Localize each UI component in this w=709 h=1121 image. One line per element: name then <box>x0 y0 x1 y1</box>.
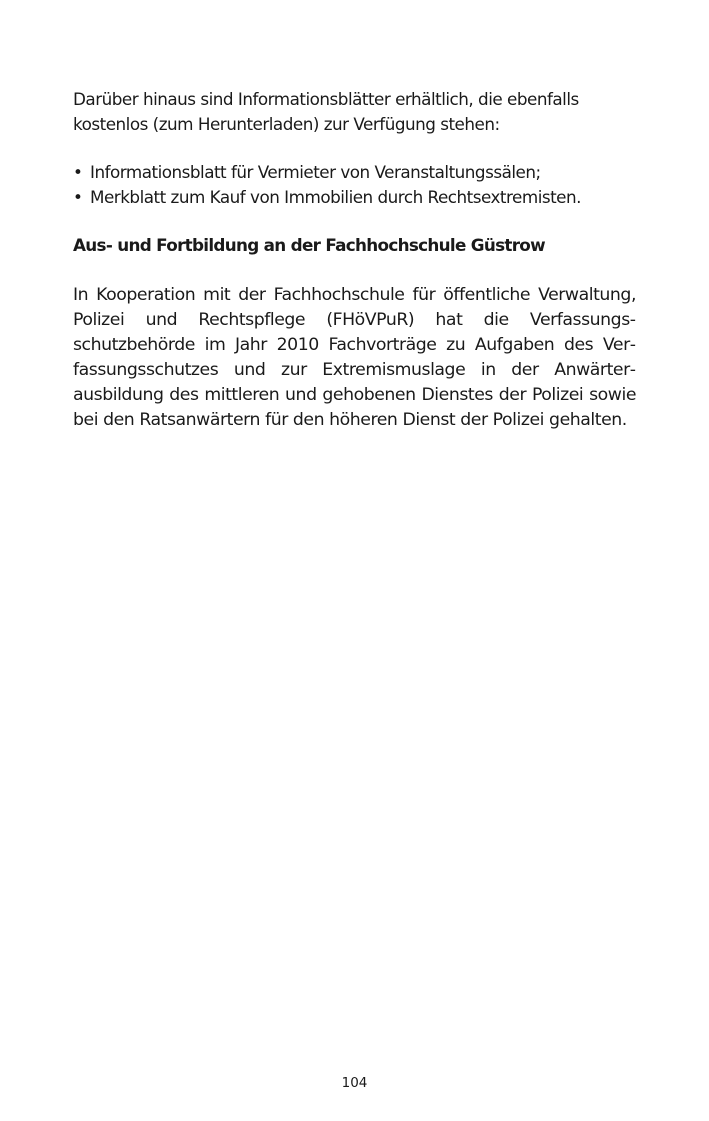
section-heading: Aus- und Fortbildung an der Fachhochschule Güstrow <box>73 235 545 255</box>
bullet-marker: • <box>73 162 83 182</box>
list-item-text: Merkblatt zum Kauf von Immobilien durch Rechtsextremisten. <box>90 187 581 207</box>
intro-paragraph: Darüber hinaus sind Informationsblätter erhältlich, die ebenfalls kostenlos (zum Herunterladen) zur Verfügung stehen: <box>73 89 579 134</box>
list-item-text: Informationsblatt für Vermieter von Veranstaltungssälen; <box>90 162 541 182</box>
bullet-marker: • <box>73 187 83 207</box>
body-paragraph: In Kooperation mit der Fachhochschule für öffentliche Verwaltung, Polizei und Rechtspflege (FHöVPuR) hat die Verfassungsschutzbehörde im Jahr 2010 Fachvorträge zu Aufgaben des Verfassungsschutzes und zur Extremismuslage in der Anwärterausbildung des mittleren und gehobenen Dienstes der Polizei sowie bei den Ratsanwärtern für den höheren Dienst der Polizei gehalten. <box>73 285 636 430</box>
list-item <box>73 160 636 185</box>
page-number: 104 <box>341 1075 368 1091</box>
bullet-list <box>73 160 636 210</box>
document-page <box>73 87 636 433</box>
list-item <box>73 185 636 210</box>
